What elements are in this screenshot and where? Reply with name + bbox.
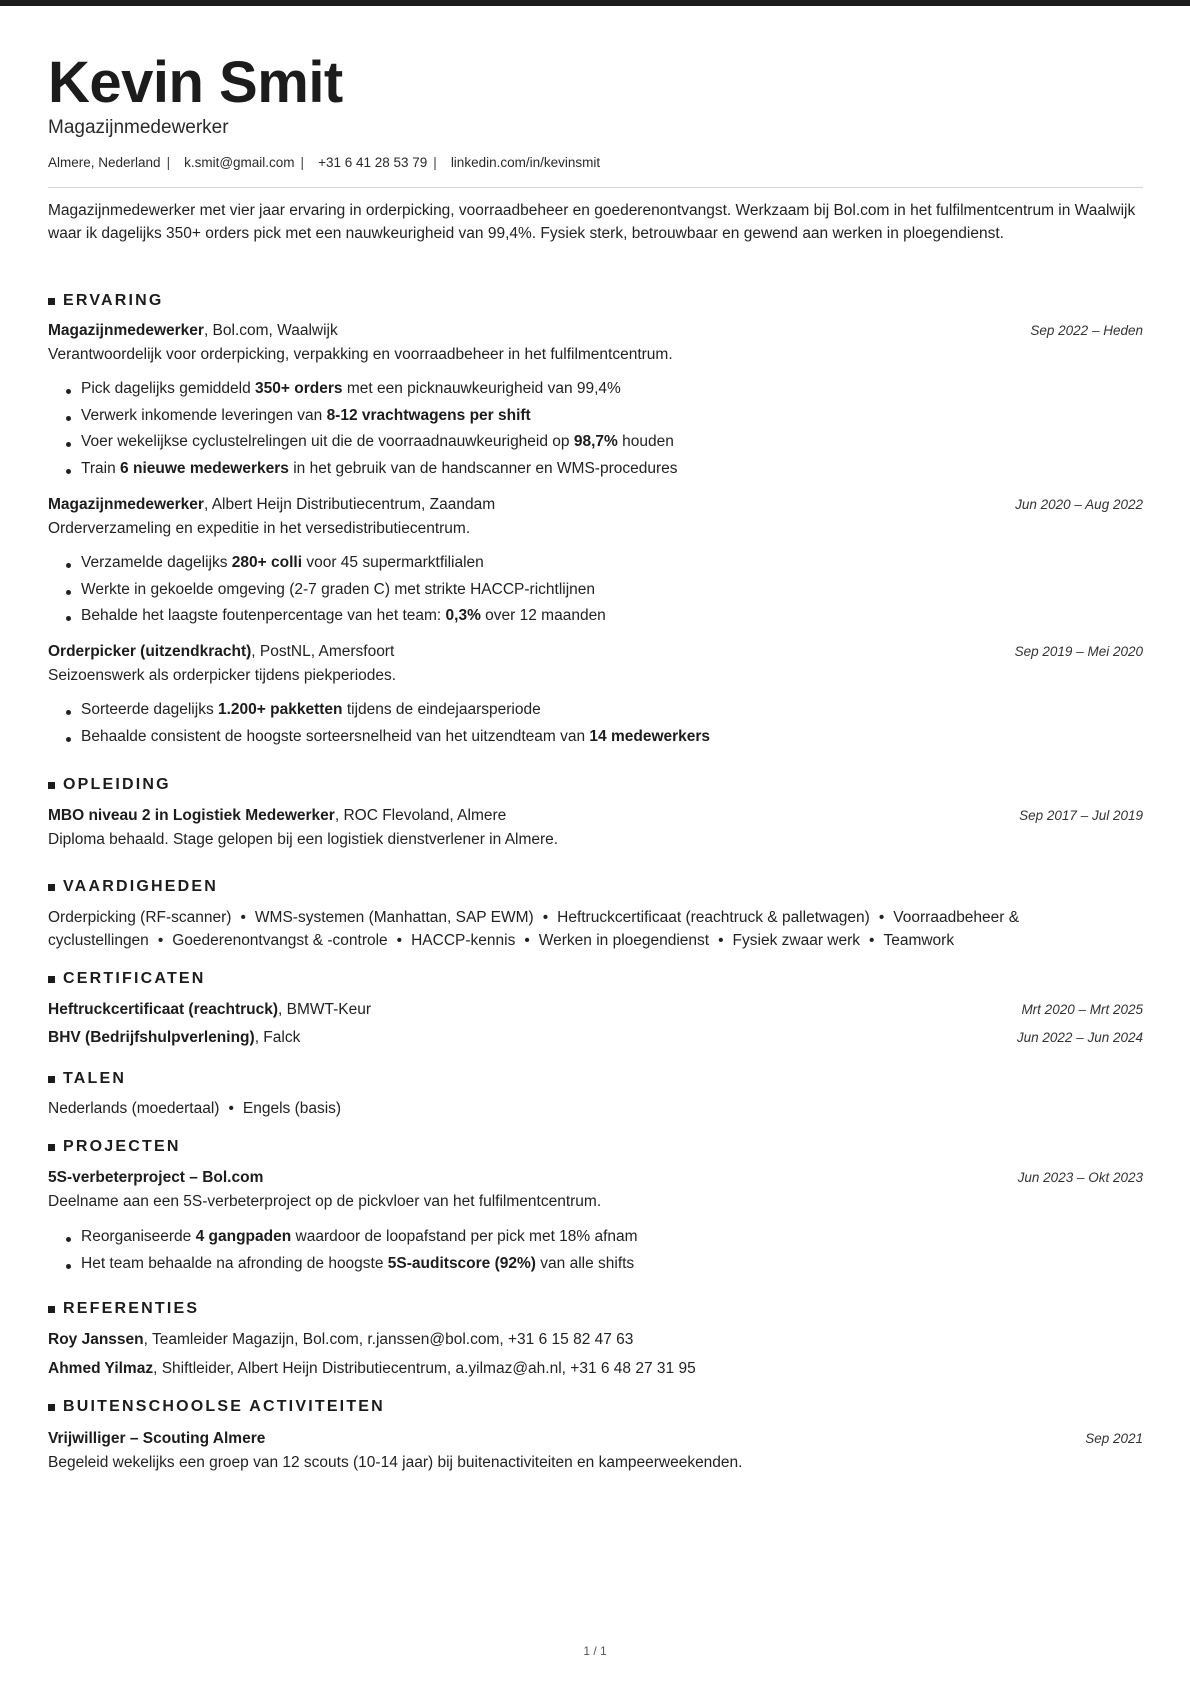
list-item: Behaalde consistent de hoogste sorteersnelheid van het uitzendteam van 14 medewerkers [81, 728, 710, 755]
reference-details: , Shiftleider, Albert Heijn Distributiecentrum, a.yilmaz@ah.nl, +31 6 48 27 31 95 [153, 1360, 696, 1377]
section-heading-certificates: CERTIFICATEN [48, 970, 206, 988]
project-header [48, 1169, 1143, 1187]
reference-row [48, 1331, 1143, 1349]
contact-line [48, 155, 600, 170]
section-square-icon [48, 1144, 55, 1151]
section-square-icon [48, 976, 55, 983]
education-description: Diploma behaald. Stage gelopen bij een logistiek dienstverlener in Almere. [48, 831, 559, 848]
job-description: Orderverzameling en expeditie in het versedistributiecentrum. [48, 520, 471, 537]
contact-location: Almere, Nederland [48, 155, 161, 170]
language-item: Engels (basis) [242, 1100, 342, 1117]
section-square-icon [48, 884, 55, 891]
skill-item: Orderpicking (RF-scanner) [48, 909, 232, 926]
job-org: , Albert Heijn Distributiecentrum, Zaandam [203, 496, 496, 513]
contact-phone[interactable]: +31 6 41 28 53 79 [318, 155, 428, 170]
skill-item: HACCP-kennis [411, 931, 516, 949]
list-item: Voer wekelijkse cyclustelrelingen uit die de voorraadnauwkeurigheid op 98,7% houden [81, 433, 678, 460]
reference-name: Roy Janssen [48, 1331, 144, 1348]
activity-date: Sep 2021 [1085, 1431, 1143, 1446]
section-heading-skills: VAARDIGHEDEN [48, 878, 218, 896]
activity-description: Begeleid wekelijks een groep van 12 scouts (10-14 jaar) bij buitenactiviteiten en kampeerweekenden. [48, 1454, 743, 1471]
section-heading-languages: TALEN [48, 1070, 126, 1088]
candidate-title: Magazijnmedewerker [48, 117, 229, 138]
project-title: 5S-verbeterproject – Bol.com [48, 1169, 264, 1186]
certificate-date: Jun 2022 – Jun 2024 [1016, 1030, 1143, 1045]
job-date: Sep 2022 – Heden [1030, 323, 1143, 338]
contact-email[interactable]: k.smit@gmail.com [184, 155, 295, 170]
candidate-name: Kevin Smit [48, 50, 343, 115]
list-item: Het team behaalde na afronding de hoogste 5S-auditscore (92%) van alle shifts [81, 1255, 638, 1282]
list-item: Sorteerde dagelijks 1.200+ pakketten tijdens de eindejaarsperiode [81, 701, 710, 728]
skill-item: WMS-systemen (Manhattan, SAP EWM) [254, 909, 534, 926]
page-indicator: 1 / 1 [583, 1644, 607, 1658]
skill-item: Teamwork [883, 931, 955, 949]
top-bar [0, 0, 1190, 6]
skill-item: Voorraadbeheer & cyclustellingen [48, 909, 1020, 949]
section-heading-projects: PROJECTEN [48, 1138, 181, 1156]
section-heading-education: OPLEIDING [48, 776, 171, 794]
section-heading-references: REFERENTIES [48, 1300, 199, 1318]
section-square-icon [48, 1306, 55, 1313]
list-item: Pick dagelijks gemiddeld 350+ orders met een picknauwkeurigheid van 99,4% [81, 380, 678, 407]
list-item: Verwerk inkomende leveringen van 8-12 vrachtwagens per shift [81, 407, 678, 434]
activity-title: Vrijwilliger – Scouting Almere [48, 1430, 266, 1447]
job-role: Orderpicker (uitzendkracht) [48, 643, 252, 660]
list-item: Reorganiseerde 4 gangpaden waardoor de loopafstand per pick met 18% afnam [81, 1228, 638, 1255]
project-date: Jun 2023 – Okt 2023 [1017, 1170, 1143, 1185]
list-item: Train 6 nieuwe medewerkers in het gebruik van de handscanner en WMS-procedures [81, 460, 678, 487]
certificate-row [48, 1001, 1143, 1019]
skill-item: Goederenontvangst & -controle [172, 931, 388, 949]
job-date: Sep 2019 – Mei 2020 [1014, 644, 1143, 659]
job-role: Magazijnmedewerker [48, 322, 204, 339]
skill-item: Fysiek zwaar werk [732, 931, 861, 949]
job-date: Jun 2020 – Aug 2022 [1015, 497, 1143, 512]
contact-linkedin[interactable]: linkedin.com/in/kevinsmit [450, 155, 601, 170]
job-description: Seizoenswerk als orderpicker tijdens piekperiodes. [48, 667, 397, 684]
skills-list: Orderpicking (RF-scanner) • WMS-systemen (Manhattan, SAP EWM) • Heftruckcertificaat (reachtruck & palletwagen) • Voorraadbeheer & cyclustellingen • Goederenontvangst & -controle • HACCP-kennis • Werken in ploegendienst • Fysiek zwaar werk • Teamwork [48, 909, 1020, 949]
education-degree: MBO niveau 2 in Logistiek Medewerker [48, 807, 335, 824]
education-date: Sep 2017 – Jul 2019 [1019, 808, 1143, 823]
section-heading-experience: ERVARING [48, 292, 164, 310]
reference-details: , Teamleider Magazijn, Bol.com, r.janssen@bol.com, +31 6 15 82 47 63 [143, 1331, 634, 1348]
job-role: Magazijnmedewerker [48, 496, 204, 513]
certificate-issuer: , BMWT-Keur [278, 1001, 372, 1018]
profile-summary: Magazijnmedewerker met vier jaar ervaring in orderpicking, voorraadbeheer en goederenontvangst. Werkzaam bij Bol.com in het fulfilmentcentrum in Waalwijk waar ik dagelijks 350+ orders pick met een nauwkeurigheid van 99,4%. Fysiek sterk, betrouwbaar en gewend aan werken in ploegendienst. [48, 202, 1136, 242]
list-item: Werkte in gekoelde omgeving (2-7 graden C) met strikte HACCP-richtlijnen [81, 581, 606, 608]
job-header [48, 496, 1143, 514]
list-item: Behalde het laagste foutenpercentage van het team: 0,3% over 12 maanden [81, 607, 606, 634]
certificate-issuer: , Falck [254, 1029, 301, 1046]
section-heading-activities: BUITENSCHOOLSE ACTIVITEITEN [48, 1398, 385, 1416]
reference-row [48, 1360, 1143, 1378]
job-bullets [81, 701, 710, 754]
contact-separator: | [300, 155, 305, 170]
job-header [48, 643, 1143, 661]
header-divider [48, 187, 1143, 188]
contact-separator: | [433, 155, 437, 170]
project-description: Deelname aan een 5S-verbeterproject op de pickvloer van het fulfilmentcentrum. [48, 1193, 602, 1210]
job-org: , PostNL, Amersfoort [251, 643, 395, 660]
section-square-icon [48, 1404, 55, 1411]
job-description: Verantwoordelijk voor orderpicking, verpakking en voorraadbeheer in het fulfilmentcentrum. [48, 346, 673, 363]
certificate-name: Heftruckcertificaat (reachtruck) [48, 1001, 279, 1018]
language-item: Nederlands (moedertaal) [48, 1100, 220, 1117]
languages-list: Nederlands (moedertaal) • Engels (basis) [48, 1100, 342, 1117]
education-school: , ROC Flevoland, Almere [334, 807, 507, 824]
project-bullets [81, 1228, 638, 1281]
job-bullets [81, 554, 606, 634]
contact-separator: | [166, 155, 171, 170]
section-square-icon [48, 782, 55, 789]
education-header [48, 807, 1143, 825]
section-square-icon [48, 1076, 55, 1083]
certificate-date: Mrt 2020 – Mrt 2025 [1021, 1002, 1143, 1017]
job-bullets [81, 380, 678, 486]
skill-item: Heftruckcertificaat (reachtruck & palletwagen) [557, 909, 870, 926]
certificate-row [48, 1029, 1143, 1047]
job-org: , Bol.com, Waalwijk [203, 322, 338, 339]
list-item: Verzamelde dagelijks 280+ colli voor 45 supermarktfilialen [81, 554, 606, 581]
activity-header [48, 1430, 1143, 1448]
job-header [48, 322, 1143, 340]
reference-name: Ahmed Yilmaz [48, 1360, 154, 1377]
skill-item: Werken in ploegendienst [538, 931, 710, 949]
certificate-name: BHV (Bedrijfshulpverlening) [48, 1029, 255, 1046]
section-square-icon [48, 298, 55, 305]
